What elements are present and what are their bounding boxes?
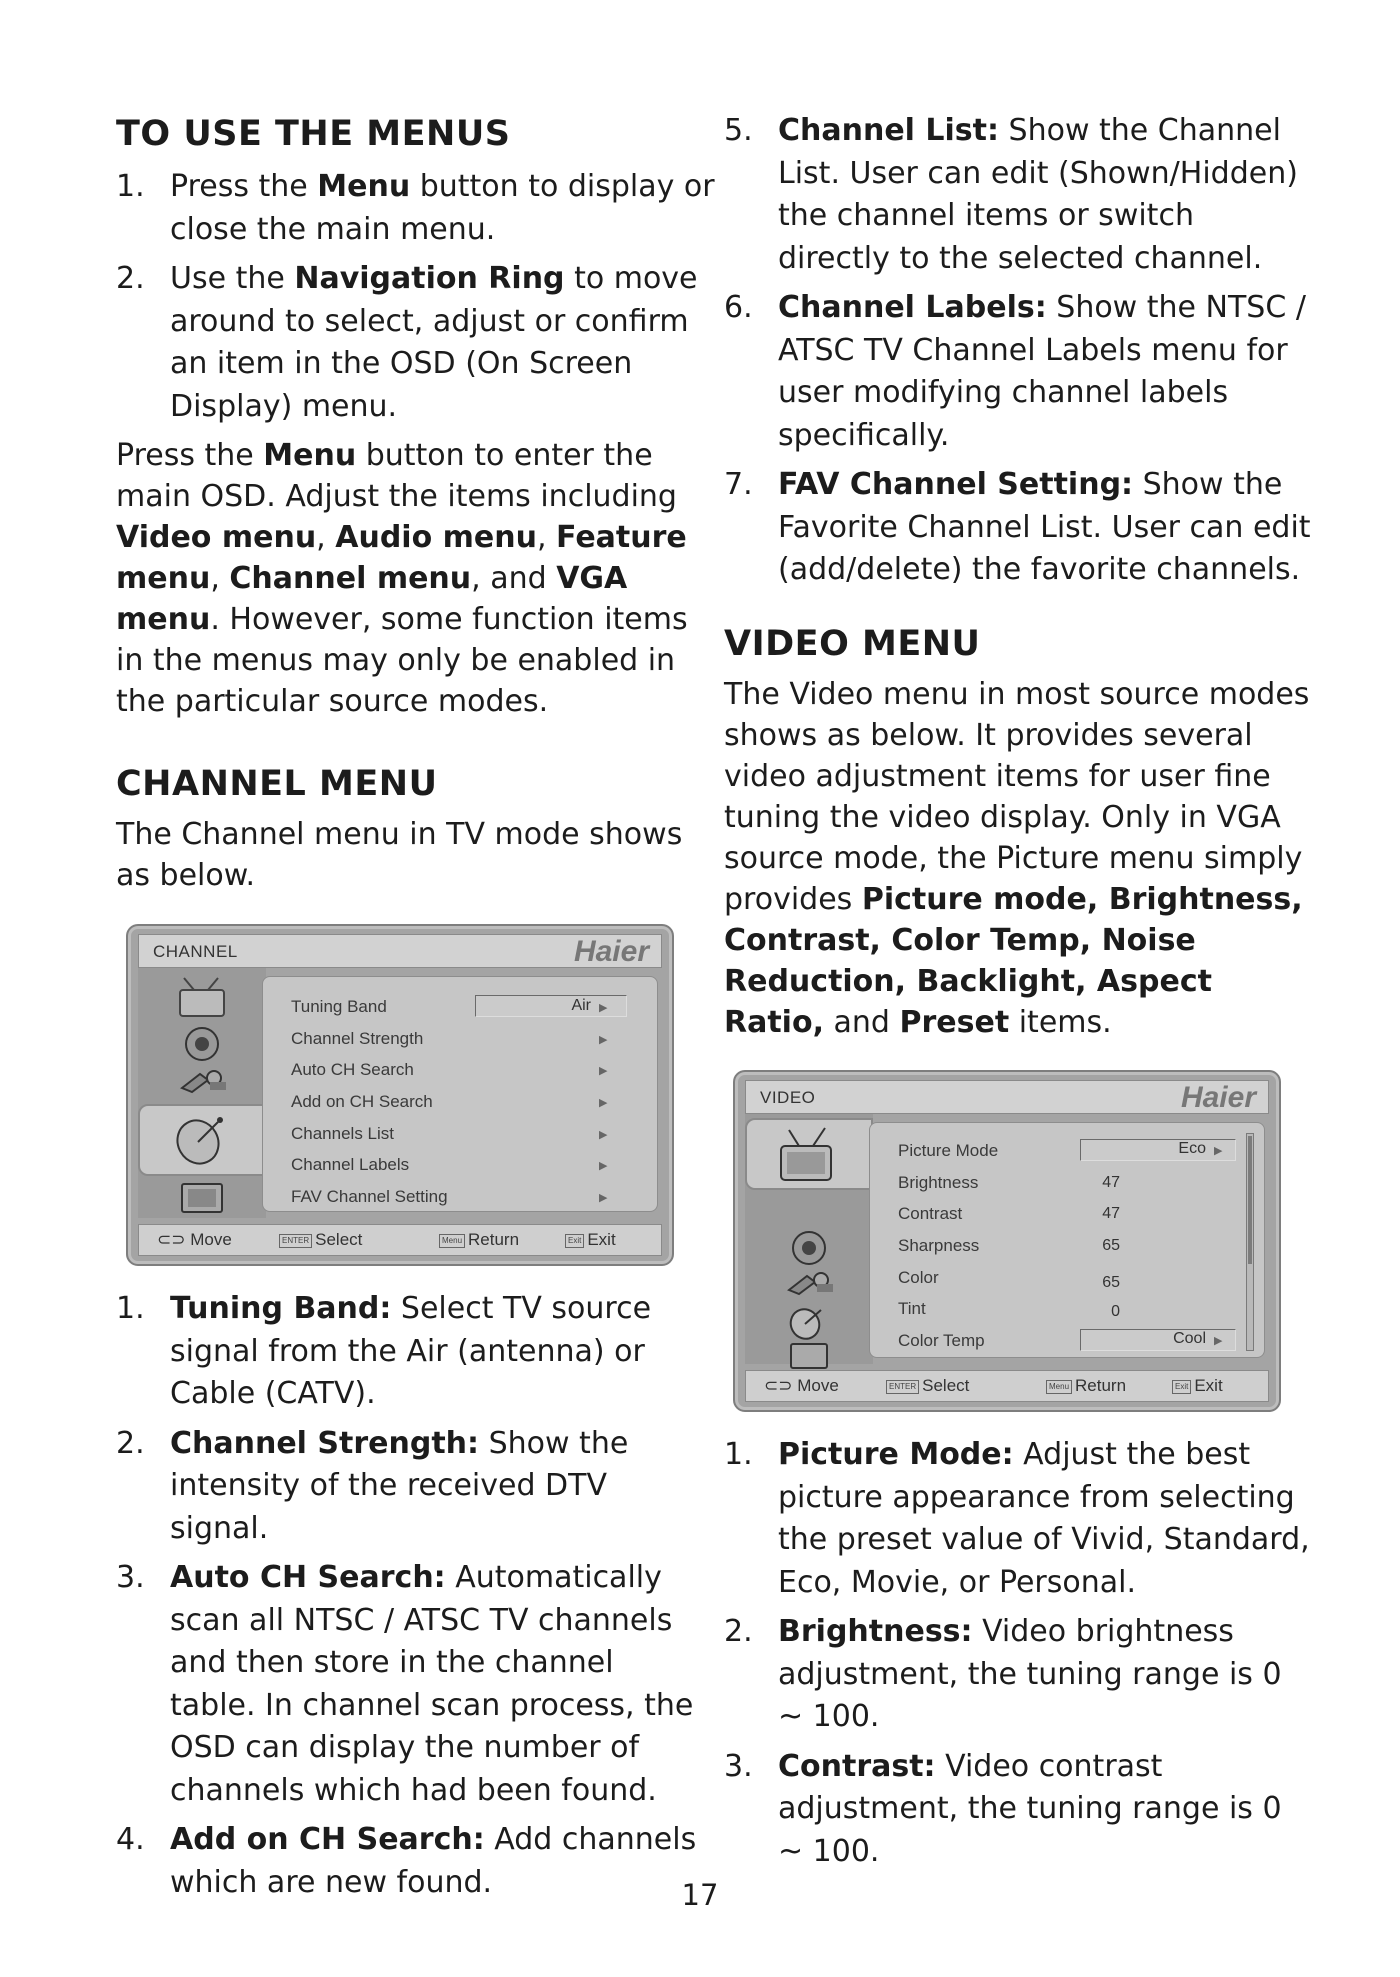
sharpness-value: 65 xyxy=(1102,1237,1120,1254)
tv-antenna-icon xyxy=(138,974,266,1020)
haier-logo: Haier xyxy=(573,935,649,968)
osd-footer-bar xyxy=(745,1370,1269,1402)
channels-list-option[interactable]: Channels List xyxy=(291,1124,395,1143)
video-intro: The Video menu in most source modes shows as below. It provides several video adjustment items for user fine tuning the video display. Only in VGA source mode, the Picture menu simply provides Picture mode, Brightness, Contrast, Color Temp, Noise Reduction, Backlight, Aspect Ratio, and Preset items. xyxy=(724,676,1310,1040)
channel-options-panel xyxy=(262,976,658,1212)
wrench-tools-icon xyxy=(745,1268,873,1300)
left-column xyxy=(116,108,716,896)
heading-to-use-menus: TO USE THE MENUS xyxy=(116,114,511,154)
osd-title: VIDEO xyxy=(760,1088,816,1107)
return-hint: Menu Return xyxy=(439,1230,519,1250)
navigation-ring-icon: ⊂⊃ xyxy=(764,1376,793,1395)
move-hint: ⊂⊃ Move xyxy=(764,1376,839,1395)
right-column xyxy=(724,110,1314,1043)
scrollbar-thumb[interactable] xyxy=(1248,1136,1252,1264)
right-arrow-icon: ▶ xyxy=(599,1034,608,1046)
right-arrow-icon: ▶ xyxy=(599,1065,608,1077)
fav-channel-setting-option[interactable]: FAV Channel Setting xyxy=(291,1187,448,1206)
tint-option[interactable]: Tint xyxy=(898,1299,926,1318)
osd-title-bar xyxy=(138,934,662,968)
contrast-value: 47 xyxy=(1102,1205,1120,1222)
list-item: 4. Add on CH Search: Add channels which are new found. xyxy=(116,1822,697,1900)
page-number: 17 xyxy=(681,1878,719,1912)
list-item: 3. Auto CH Search: Automatically scan all NTSC / ATSC TV channels and then store in the channel table. In channel scan process, the OSD can display the number of channels which had been found. xyxy=(116,1560,694,1808)
list-item: 1. Tuning Band: Select TV source signal from the Air (antenna) or Cable (CATV). xyxy=(116,1291,652,1411)
right-arrow-icon: ▶ xyxy=(599,1129,608,1141)
tuning-band-option[interactable]: Tuning Band xyxy=(291,997,387,1016)
select-hint: ENTER Select xyxy=(279,1230,362,1250)
channel-labels-option[interactable]: Channel Labels xyxy=(291,1155,410,1174)
brightness-option[interactable]: Brightness xyxy=(898,1173,979,1192)
tv-antenna-icon xyxy=(745,1118,873,1190)
auto-ch-search-option[interactable]: Auto CH Search xyxy=(291,1060,414,1079)
list-item: 1. Press the Menu button to display or close the main menu. xyxy=(116,169,715,247)
right-arrow-icon: ▶ xyxy=(1214,1145,1223,1157)
tint-value: 0 xyxy=(1111,1303,1120,1320)
channel-intro: The Channel menu in TV mode shows as below. xyxy=(116,817,683,893)
press-menu-paragraph: Press the Menu button to enter the main OSD. Adjust the items including Video menu, Audio menu, Feature menu, Channel menu, and VGA menu. However, some function items in the menus may only be enabled in the particular source modes. xyxy=(116,438,688,719)
color-value: 65 xyxy=(1102,1274,1120,1291)
right-arrow-icon: ▶ xyxy=(599,1002,608,1014)
monitor-icon xyxy=(138,1180,266,1216)
list-item: 7. FAV Channel Setting: Show the Favorite Channel List. User can edit (add/delete) the favorite channels. xyxy=(724,467,1311,587)
list-item: 5. Channel List: Show the Channel List. User can edit (Shown/Hidden) the channel items or switch directly to the selected channel. xyxy=(724,113,1298,276)
video-options-panel xyxy=(869,1122,1265,1358)
color-option[interactable]: Color xyxy=(898,1268,939,1287)
list-item: 2. Brightness: Video brightness adjustment, the tuning range is 0 ~ 100. xyxy=(724,1614,1282,1734)
haier-logo: Haier xyxy=(1180,1081,1256,1114)
right-arrow-icon: ▶ xyxy=(599,1160,608,1172)
osd-footer-bar xyxy=(138,1224,662,1256)
satellite-dish-icon xyxy=(745,1304,873,1340)
wrench-tools-icon xyxy=(138,1064,266,1098)
sharpness-option[interactable]: Sharpness xyxy=(898,1236,980,1255)
osd-category-sidebar xyxy=(745,1114,873,1364)
exit-hint: Exit Exit xyxy=(1172,1376,1223,1396)
channel-items-right xyxy=(724,110,1314,592)
color-temp-value: Cool xyxy=(1173,1330,1206,1347)
add-on-ch-search-option[interactable]: Add on CH Search xyxy=(291,1092,433,1111)
osd-title-bar xyxy=(745,1080,1269,1114)
list-item: 2. Use the Navigation Ring to move around to select, adjust or confirm an item in the OSD (On Screen Display) menu. xyxy=(116,261,698,424)
right-arrow-icon: ▶ xyxy=(599,1192,608,1204)
video-items xyxy=(724,1434,1314,1880)
color-temp-option[interactable]: Color Temp xyxy=(898,1331,985,1350)
list-item: 2. Channel Strength: Show the intensity of the received DTV signal. xyxy=(116,1425,629,1546)
osd-title: CHANNEL xyxy=(153,942,238,961)
tuning-band-value: Air xyxy=(571,997,591,1014)
channel-strength-option[interactable]: Channel Strength xyxy=(291,1029,424,1048)
list-item: 1. Picture Mode: Adjust the best picture appearance from selecting the preset value of Vivid, Standard, Eco, Movie, or Personal. xyxy=(724,1437,1310,1600)
heading-video-menu: VIDEO MENU xyxy=(724,623,981,664)
monitor-icon xyxy=(745,1342,873,1372)
contrast-option[interactable]: Contrast xyxy=(898,1204,963,1223)
speaker-icon xyxy=(138,1022,266,1062)
move-hint: ⊂⊃ Move xyxy=(157,1230,232,1249)
speaker-icon xyxy=(745,1226,873,1266)
osd-category-sidebar xyxy=(138,968,266,1218)
exit-hint: Exit Exit xyxy=(565,1230,616,1250)
menus-steps xyxy=(116,166,716,428)
picture-mode-value: Eco xyxy=(1178,1140,1206,1157)
osd-scrollbar[interactable] xyxy=(1246,1133,1254,1351)
video-osd-screenshot xyxy=(733,1070,1281,1412)
channel-items-left xyxy=(116,1288,706,1911)
right-arrow-icon: ▶ xyxy=(1214,1335,1223,1347)
select-hint: ENTER Select xyxy=(886,1376,969,1396)
list-item: 6. Channel Labels: Show the NTSC / ATSC TV Channel Labels menu for user modifying channel labels specifically. xyxy=(724,290,1306,453)
heading-channel-menu: CHANNEL MENU xyxy=(116,764,438,804)
picture-mode-option[interactable]: Picture Mode xyxy=(898,1141,999,1160)
brightness-value: 47 xyxy=(1102,1174,1120,1191)
list-item: 3. Contrast: Video contrast adjustment, the tuning range is 0 ~ 100. xyxy=(724,1748,1282,1869)
channel-osd-screenshot xyxy=(126,924,674,1266)
navigation-ring-icon: ⊂⊃ xyxy=(157,1230,186,1249)
satellite-dish-icon xyxy=(138,1104,266,1176)
right-arrow-icon: ▶ xyxy=(599,1097,608,1109)
return-hint: Menu Return xyxy=(1046,1376,1126,1396)
